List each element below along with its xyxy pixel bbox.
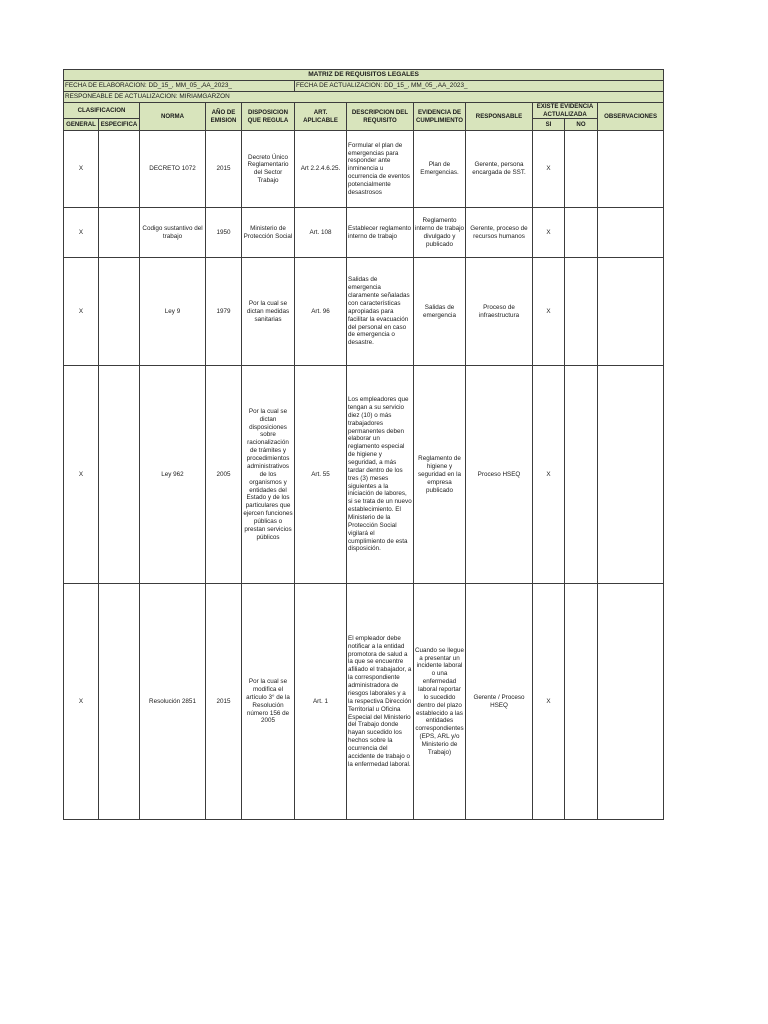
cell-descripcion: El empleador debe notificar a la entidad promotora de salud a la que se encuentre afiliado el trabajador, a la correspondiente administradora de riesgos laborales y a la respectiva Dirección Territorial u Oficina Especial del Ministerio del Trabajo donde hayan sucedido los hechos sobre la ocurrencia del accidente de trabajo o la enfermedad laboral. (347, 584, 414, 820)
cell-observaciones (598, 258, 664, 366)
header-descripcion: DESCRIPCION DEL REQUISITO (347, 103, 414, 131)
cell-evidencia: Plan de Emergencias. (414, 131, 466, 208)
responsable-actualizacion: RESPONEABLE DE ACTUALIZACION: MIRIAMGARZON (64, 92, 664, 103)
cell-anio: 1979 (206, 258, 242, 366)
cell-anio: 2015 (206, 131, 242, 208)
header-evidencia: EVIDENCIA DE CUMPLIMIENTO (414, 103, 466, 131)
cell-norma: Resolución 2851 (140, 584, 206, 820)
cell-especifica (99, 366, 140, 584)
cell-si: X (533, 258, 565, 366)
cell-observaciones (598, 584, 664, 820)
cell-descripcion: Salidas de emergencia claramente señaladas con características apropiadas para facilitar la evacuación del personal en caso de emergencia o desastre. (347, 258, 414, 366)
cell-anio: 2015 (206, 584, 242, 820)
cell-no (565, 208, 598, 258)
header-existe-evidencia: EXISTE EVIDENCIA ACTUALIZADA (533, 103, 598, 119)
cell-evidencia: Cuando se llegue a presentar un incidente laboral o una enfermedad laboral reportar lo sucedido dentro del plazo establecido a las entidades correspondientes (EPS, ARL y/o Ministerio de Trabajo) (414, 584, 466, 820)
cell-especifica (99, 131, 140, 208)
cell-observaciones (598, 131, 664, 208)
cell-disposicion: Por la cual se dictan medidas sanitarias (242, 258, 295, 366)
cell-anio: 2005 (206, 366, 242, 584)
cell-descripcion: Establecer reglamento interno de trabajo (347, 208, 414, 258)
header-si: SI (533, 119, 565, 131)
header-art-aplicable: ART. APLICABLE (295, 103, 347, 131)
dates-row (64, 81, 664, 92)
cell-norma: Codigo sustantivo del trabajo (140, 208, 206, 258)
cell-descripcion: Formular el plan de emergencias para responder ante inminencia u ocurrencia de eventos potencialmente desastrosos (347, 131, 414, 208)
header-especifica: ESPECIFICA (99, 119, 140, 131)
table-row (64, 258, 664, 366)
cell-responsable: Gerente / Proceso HSEQ (466, 584, 533, 820)
cell-no (565, 131, 598, 208)
cell-general: X (64, 258, 99, 366)
column-header-row-1 (64, 103, 664, 119)
cell-articulo: Art. 1 (295, 584, 347, 820)
cell-norma: Ley 962 (140, 366, 206, 584)
header-no: NO (565, 119, 598, 131)
header-observaciones: OBSERVACIONES (598, 103, 664, 131)
cell-evidencia: Salidas de emergencia (414, 258, 466, 366)
cell-responsable: Gerente, proceso de recursos humanos (466, 208, 533, 258)
header-general: GENERAL (64, 119, 99, 131)
cell-descripcion: Los empleadores que tengan a su servicio diez (10) o más trabajadores permanentes deben elaborar un reglamento especial de higiene y seguridad, a más tardar dentro de los tres (3) meses siguientes a la iniciación de labores, si se trata de un nuevo establecimiento. El Ministerio de la Protección Social vigilará el cumplimiento de esta disposición. (347, 366, 414, 584)
cell-disposicion: Por la cual se dictan disposiciones sobre racionalización de trámites y procedimientos administrativos de los organismos y entidades del Estado y de los particulares que ejercen funciones públicas o prestan servicios públicos (242, 366, 295, 584)
cell-evidencia: Reglamento de higiene y seguridad en la empresa publicado (414, 366, 466, 584)
header-clasificacion: CLASIFICACION (64, 103, 140, 119)
cell-si: X (533, 584, 565, 820)
cell-responsable: Proceso de infraestructura (466, 258, 533, 366)
cell-articulo: Art. 55 (295, 366, 347, 584)
cell-disposicion: Por la cual se modifica el artículo 3° de la Resolución número 156 de 2005 (242, 584, 295, 820)
cell-especifica (99, 258, 140, 366)
cell-articulo: Art 2.2.4.6.25. (295, 131, 347, 208)
cell-si: X (533, 131, 565, 208)
cell-general: X (64, 366, 99, 584)
cell-no (565, 366, 598, 584)
cell-responsable: Proceso HSEQ (466, 366, 533, 584)
cell-general: X (64, 584, 99, 820)
cell-especifica (99, 584, 140, 820)
table-row (64, 366, 664, 584)
table-row (64, 584, 664, 820)
cell-especifica (99, 208, 140, 258)
cell-general: X (64, 208, 99, 258)
matrix-body (64, 70, 664, 820)
cell-observaciones (598, 366, 664, 584)
cell-no (565, 258, 598, 366)
header-disposicion: DISPOSICION QUE REGULA (242, 103, 295, 131)
cell-articulo: Art. 108 (295, 208, 347, 258)
table-row (64, 131, 664, 208)
title-row (64, 70, 664, 81)
cell-norma: Ley 9 (140, 258, 206, 366)
legal-requirements-matrix (63, 69, 664, 820)
cell-no (565, 584, 598, 820)
cell-responsable: Gerente, persona encargada de SST. (466, 131, 533, 208)
cell-evidencia: Reglamento interno de trabajo divulgado y publicado (414, 208, 466, 258)
responsible-row (64, 92, 664, 103)
cell-articulo: Art. 96 (295, 258, 347, 366)
cell-anio: 1950 (206, 208, 242, 258)
cell-general: X (64, 131, 99, 208)
header-responsable: RESPONSABLE (466, 103, 533, 131)
cell-si: X (533, 366, 565, 584)
header-norma: NORMA (140, 103, 206, 131)
fecha-elaboracion: FECHA DE ELABORACION: DD_15_, MM_05_,AA_2023_ (64, 81, 295, 92)
header-anio-emision: AÑO DE EMISION (206, 103, 242, 131)
table-row (64, 208, 664, 258)
cell-norma: DECRETO 1072 (140, 131, 206, 208)
cell-si: X (533, 208, 565, 258)
cell-observaciones (598, 208, 664, 258)
cell-disposicion: Decreto Único Reglamentario del Sector Trabajo (242, 131, 295, 208)
cell-disposicion: Ministerio de Protección Social (242, 208, 295, 258)
matrix-title: MATRIZ DE REQUISITOS LEGALES (64, 70, 664, 81)
fecha-actualizacion: FECHA DE ACTUALIZACION: DD_15_, MM_05_,AA_2023_ (295, 81, 664, 92)
